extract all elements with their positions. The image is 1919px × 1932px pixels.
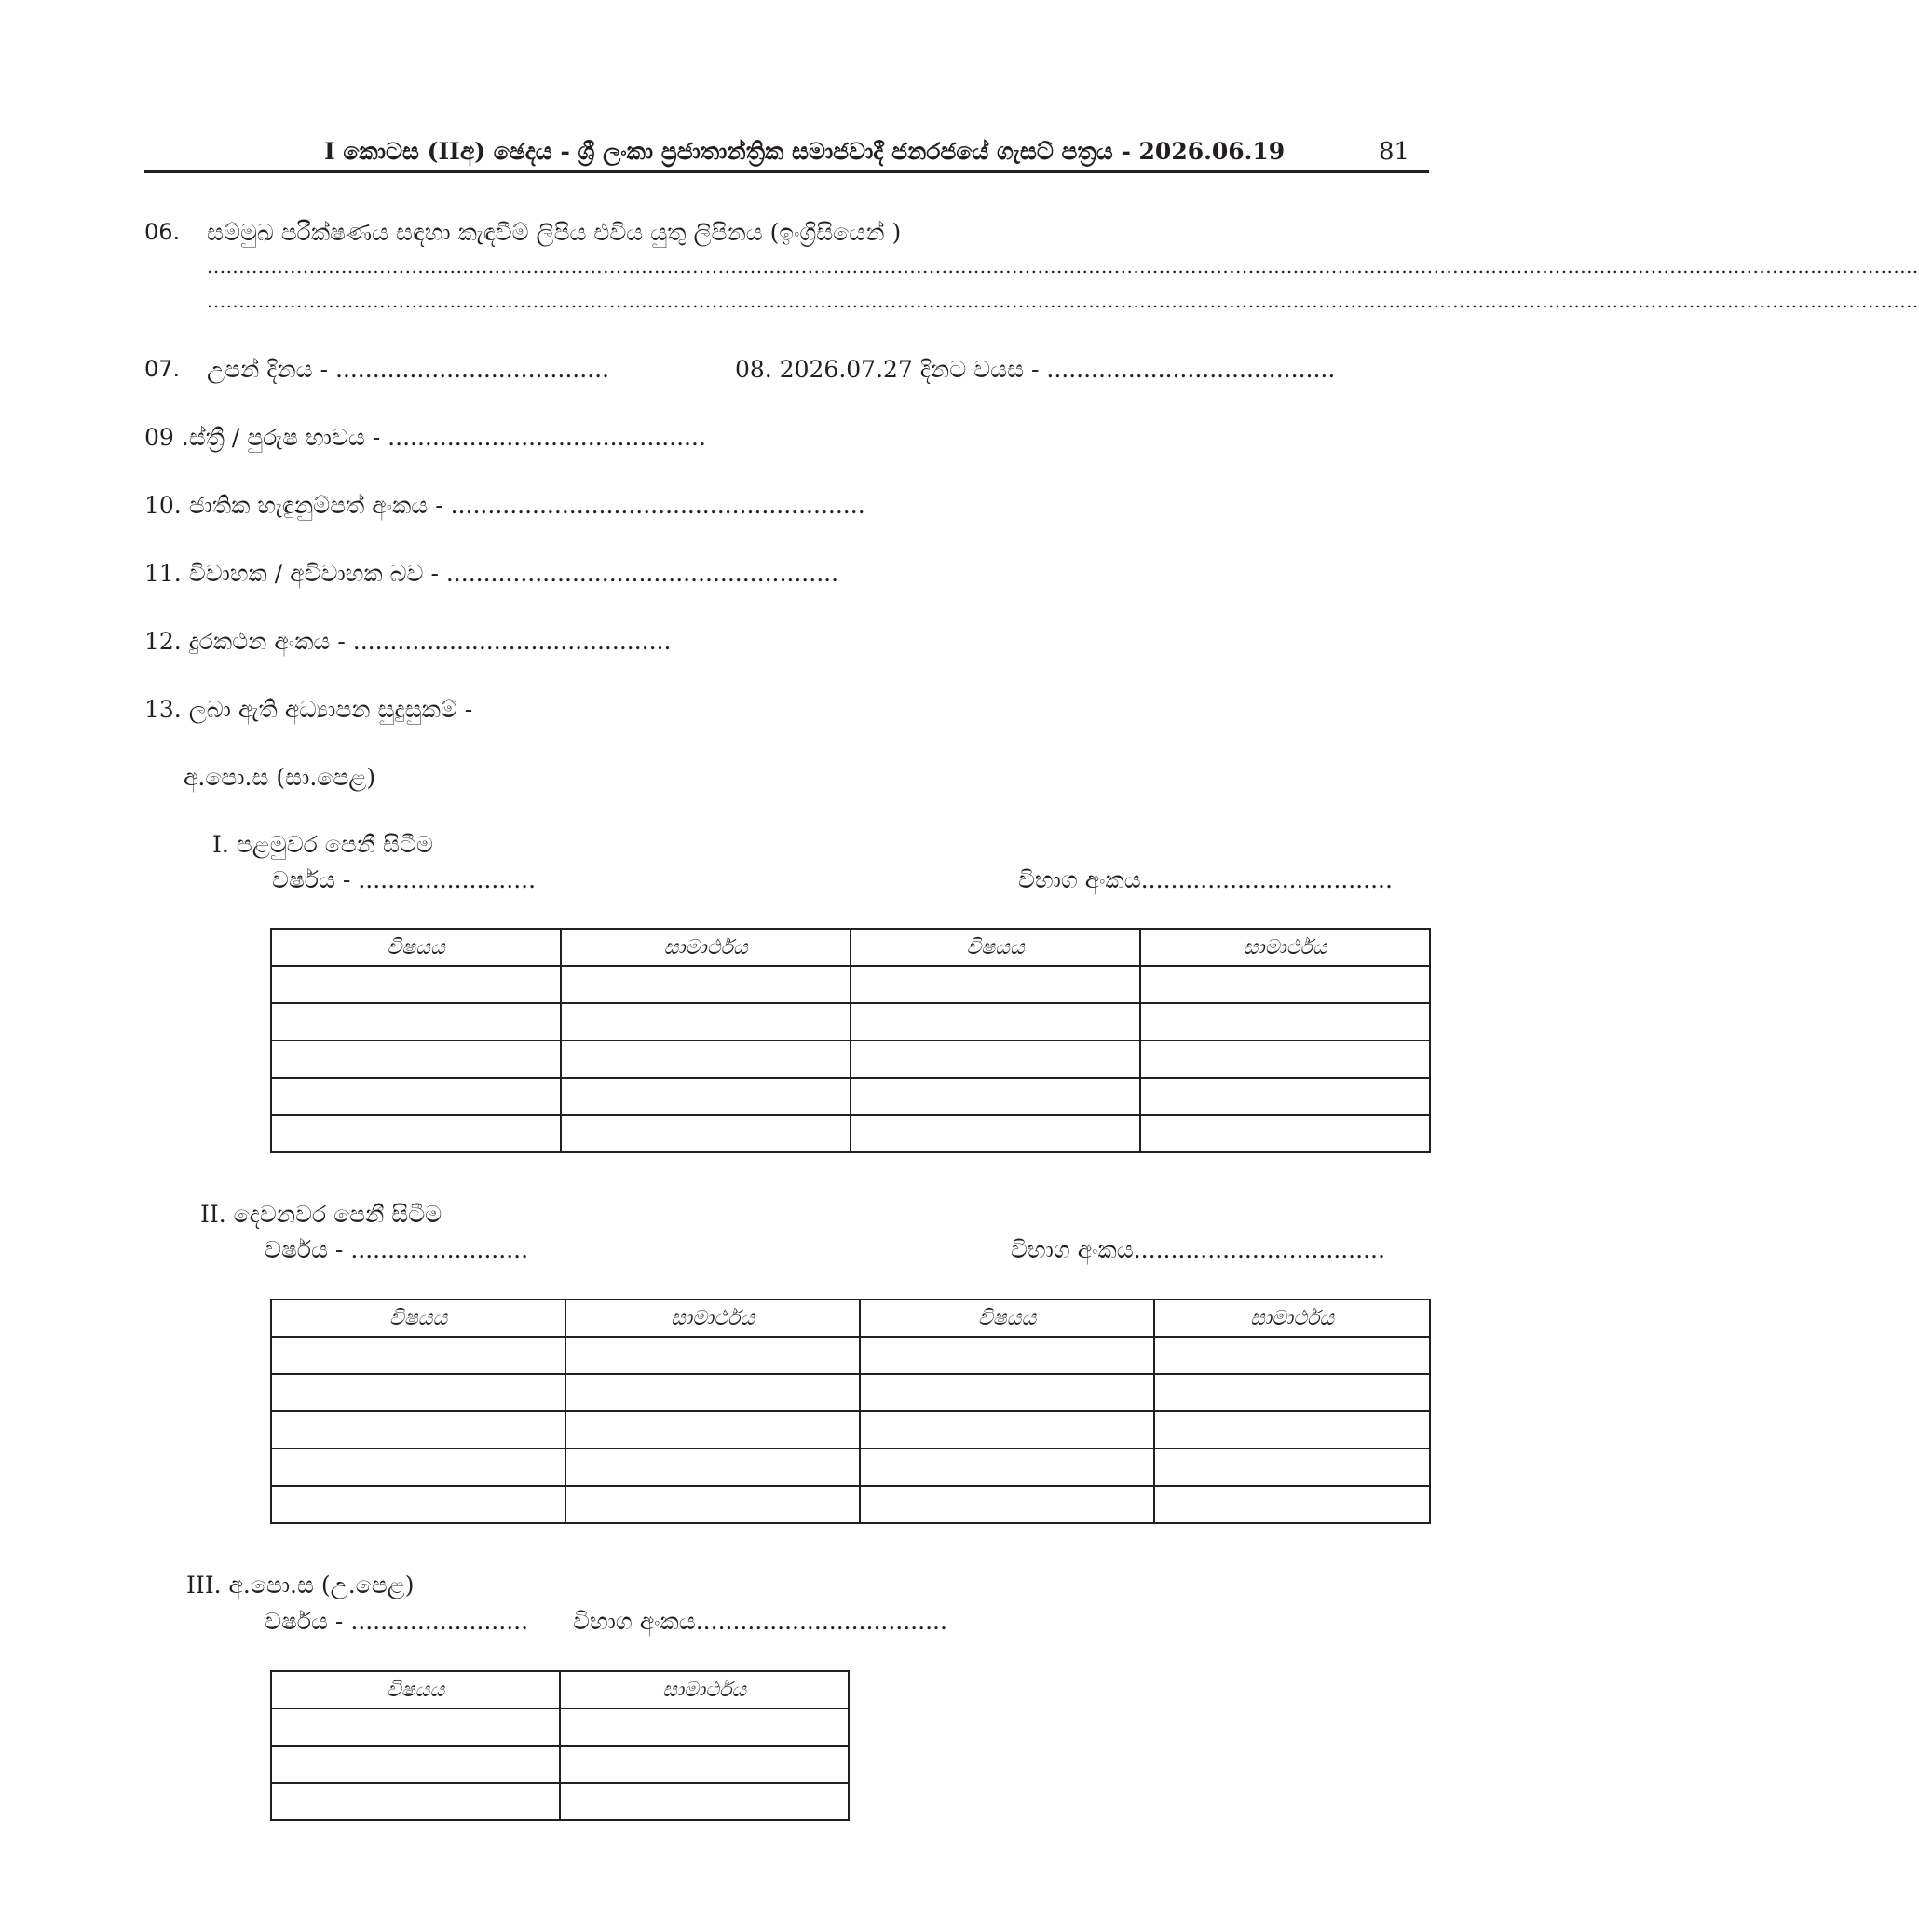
subject-header: විෂයය: [851, 929, 1140, 966]
table-cell[interactable]: [860, 1374, 1154, 1411]
second-attempt-results-table: [270, 1299, 1431, 1524]
header-rule: [144, 170, 1429, 173]
table-row: [271, 966, 1430, 1003]
table-cell[interactable]: [271, 1486, 565, 1523]
table-row: [271, 1337, 1430, 1374]
table-cell[interactable]: [851, 966, 1140, 1003]
table-cell[interactable]: [271, 1708, 560, 1746]
table-row: [271, 1746, 849, 1783]
table-cell[interactable]: [271, 1337, 565, 1374]
table-cell[interactable]: [1140, 1003, 1430, 1041]
table-cell[interactable]: [1154, 1449, 1430, 1486]
item-06-number: 06.: [144, 219, 181, 245]
table-cell[interactable]: [851, 1041, 1140, 1078]
table-cell[interactable]: [860, 1486, 1154, 1523]
table-cell[interactable]: [1154, 1411, 1430, 1449]
address-line-1[interactable]: ............................................................................................................................................................................................................................................................................: [207, 255, 1919, 278]
table-cell[interactable]: [1140, 1041, 1430, 1078]
table-cell[interactable]: [565, 1411, 860, 1449]
table-cell[interactable]: [271, 1783, 560, 1820]
table-row: [271, 1115, 1430, 1152]
table-cell[interactable]: [271, 1115, 561, 1152]
table-row: [271, 1486, 1430, 1523]
table-row: [271, 1003, 1430, 1041]
table-row: [271, 1078, 1430, 1115]
table-cell[interactable]: [860, 1411, 1154, 1449]
table-cell[interactable]: [271, 1003, 561, 1041]
table-cell[interactable]: [565, 1374, 860, 1411]
table-cell[interactable]: [560, 1783, 849, 1820]
table-cell[interactable]: [1140, 1078, 1430, 1115]
address-line-2[interactable]: ............................................................................................................................................................................................................................................................................: [207, 290, 1919, 312]
pass-header: සාමාර්ථය: [1154, 1299, 1430, 1337]
table-row: [271, 1708, 849, 1746]
table-row: [271, 1783, 849, 1820]
al-results-table: [270, 1670, 850, 1821]
subject-header: විෂයය: [271, 1299, 565, 1337]
table-cell[interactable]: [860, 1449, 1154, 1486]
al-year-field[interactable]: වර්ෂය - ........................: [265, 1608, 529, 1635]
date-of-birth-field[interactable]: උපන් දිනය - .....................................: [207, 356, 609, 383]
first-attempt-title: I. පළමුවර පෙනී සිටීම: [212, 831, 433, 858]
subject-header: විෂයය: [860, 1299, 1154, 1337]
table-cell[interactable]: [561, 1003, 851, 1041]
nic-number-field[interactable]: 10. ජාතික හැඳුනුම්පත් අංකය - ........................................................: [144, 492, 865, 519]
item-06-label: සම්මුඛ පරීක්ෂණය සඳහා කැඳවීම් ලිපිය එවිය යුතු ලිපිනය (ඉංග්‍රිසියෙන් ): [207, 219, 902, 246]
table-cell[interactable]: [271, 1374, 565, 1411]
second-attempt-index-field[interactable]: විභාග අංකය..................................: [1011, 1236, 1385, 1263]
ol-heading: අ.පො.ස (සා.පෙළ): [184, 764, 376, 791]
education-qualifications-label: 13. ලබා ඇති අධ්‍යාපන සුදුසුකම් -: [144, 696, 473, 723]
table-cell[interactable]: [851, 1115, 1140, 1152]
gazette-header-title: I කොටස (IIඅ) ඡෙදය - ශ්‍රී ලංකා ප්‍රජාතාන්ත්‍රික සමාජවාදී ජනරජයේ ගැසට් පත්‍රය - 2026.06.19: [324, 138, 1286, 165]
table-cell[interactable]: [561, 966, 851, 1003]
first-attempt-results-table: [270, 928, 1431, 1153]
first-attempt-index-field[interactable]: විභාග අංකය..................................: [1018, 866, 1393, 893]
table-cell[interactable]: [271, 1041, 561, 1078]
al-title: III. අ.පො.ස (උ.පෙළ): [186, 1571, 415, 1599]
age-field[interactable]: 08. 2026.07.27 දිනට වයස - .......................................: [735, 356, 1336, 383]
table-cell[interactable]: [1140, 1115, 1430, 1152]
page-number: 81: [1379, 138, 1410, 166]
table-cell[interactable]: [271, 1449, 565, 1486]
pass-header: සාමාර්ථය: [561, 929, 851, 966]
table-cell[interactable]: [561, 1115, 851, 1152]
al-index-field[interactable]: විභාග අංකය..................................: [573, 1608, 947, 1635]
table-cell[interactable]: [565, 1337, 860, 1374]
subject-header: විෂයය: [271, 929, 561, 966]
table-cell[interactable]: [561, 1041, 851, 1078]
table-cell[interactable]: [565, 1449, 860, 1486]
table-cell[interactable]: [1154, 1337, 1430, 1374]
table-cell[interactable]: [1140, 966, 1430, 1003]
table-cell[interactable]: [561, 1078, 851, 1115]
table-cell[interactable]: [271, 1078, 561, 1115]
table-cell[interactable]: [560, 1708, 849, 1746]
table-cell[interactable]: [560, 1746, 849, 1783]
table-cell[interactable]: [1154, 1374, 1430, 1411]
table-cell[interactable]: [271, 1746, 560, 1783]
second-attempt-year-field[interactable]: වර්ෂය - ........................: [265, 1236, 529, 1263]
pass-header: සාමාර්ථය: [560, 1671, 849, 1708]
table-row: [271, 1411, 1430, 1449]
table-cell[interactable]: [271, 1411, 565, 1449]
item-07-number: 07.: [144, 356, 181, 382]
table-row: [271, 1041, 1430, 1078]
pass-header: සාමාර්ථය: [565, 1299, 860, 1337]
subject-header: විෂයය: [271, 1671, 560, 1708]
table-cell[interactable]: [565, 1486, 860, 1523]
first-attempt-year-field[interactable]: වර්ෂය - ........................: [272, 866, 537, 893]
second-attempt-title: II. දෙවනවර පෙනී සිටීම: [200, 1201, 442, 1228]
table-cell[interactable]: [851, 1003, 1140, 1041]
table-row: [271, 1449, 1430, 1486]
marital-status-field[interactable]: 11. විවාහක / අවිවාහක බව - .....................................................: [144, 560, 839, 587]
table-cell[interactable]: [271, 966, 561, 1003]
pass-header: සාමාර්ථය: [1140, 929, 1430, 966]
gender-field[interactable]: 09 .ස්ත්‍රී / පුරුෂ භාවය - ...........................................: [144, 424, 706, 451]
table-cell[interactable]: [1154, 1486, 1430, 1523]
table-row: [271, 1374, 1430, 1411]
telephone-field[interactable]: 12. දුරකථන අංකය - ...........................................: [144, 628, 672, 655]
table-cell[interactable]: [860, 1337, 1154, 1374]
table-cell[interactable]: [851, 1078, 1140, 1115]
